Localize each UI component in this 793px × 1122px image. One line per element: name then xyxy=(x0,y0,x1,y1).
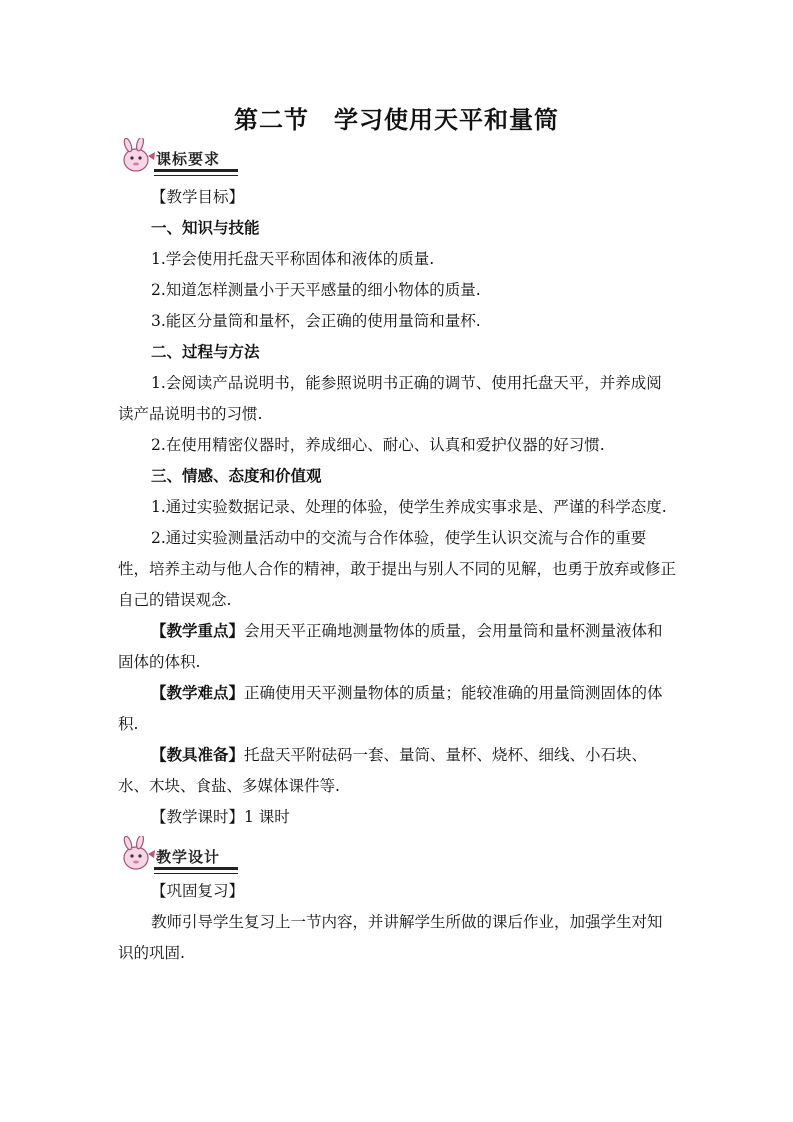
class-hours-label: 【教学课时】 xyxy=(151,808,245,826)
review-heading: 【巩固复习】 xyxy=(151,882,245,900)
teaching-tools-label: 【教具准备】 xyxy=(151,746,245,764)
list-item: 1.学会使用托盘天平称固体和液体的质量. xyxy=(151,250,435,268)
class-hours xyxy=(118,802,676,833)
mascot-icon xyxy=(118,836,158,872)
subheading-knowledge: 一、知识与技能 xyxy=(151,219,260,237)
section-header-design xyxy=(118,838,238,872)
class-hours-text: 1 课时 xyxy=(244,808,290,826)
list-item: 2.通过实验测量活动中的交流与合作体验，使学生认识交流与合作的重要性，培养主动与他人合作的精神，敢于提出与别人不同的见解，也勇于放弃或修正自己的错误观念. xyxy=(118,529,677,609)
goals-heading: 【教学目标】 xyxy=(151,188,245,206)
list-item: 2.知道怎样测量小于天平感量的细小物体的质量. xyxy=(151,281,481,299)
key-points xyxy=(118,616,676,678)
key-points-label: 【教学重点】 xyxy=(151,622,245,640)
section-standards-body xyxy=(118,182,676,833)
teaching-tools xyxy=(118,740,676,802)
page-title: 第二节 学习使用天平和量筒 xyxy=(234,106,559,134)
key-points-text: 会用天平正确地测量物体的质量，会用量筒和量杯测量液体和固体的体积. xyxy=(118,622,663,671)
subheading-attitude: 三、情感、态度和价值观 xyxy=(151,467,322,485)
review-text: 教师引导学生复习上一节内容，并讲解学生所做的课后作业，加强学生对知识的巩固. xyxy=(118,913,663,962)
subheading-process: 二、过程与方法 xyxy=(151,343,260,361)
list-item: 1.会阅读产品说明书，能参照说明书正确的调节、使用托盘天平，并养成阅读产品说明书的习惯. xyxy=(118,374,662,423)
section-header-label: 课标要求 xyxy=(156,150,221,168)
list-item: 3.能区分量筒和量杯，会正确的使用量筒和量杯. xyxy=(151,312,481,330)
section-header-standards xyxy=(118,140,238,174)
mascot-icon xyxy=(118,138,158,174)
section-header-label: 教学设计 xyxy=(156,848,221,866)
difficult-points xyxy=(118,678,676,740)
teaching-tools-text: 托盘天平附砝码一套、量筒、量杯、烧杯、细线、小石块、水、木块、食盐、多媒体课件等. xyxy=(118,746,648,795)
list-item: 1.通过实验数据记录、处理的体验，使学生养成实事求是、严谨的科学态度. xyxy=(151,498,667,516)
list-item: 2.在使用精密仪器时，养成细心、耐心、认真和爱护仪器的好习惯. xyxy=(151,436,605,454)
difficult-points-text: 正确使用天平测量物体的质量；能较准确的用量筒测固体的体积. xyxy=(118,684,663,733)
section-design-body xyxy=(118,876,676,969)
difficult-points-label: 【教学难点】 xyxy=(151,684,245,702)
